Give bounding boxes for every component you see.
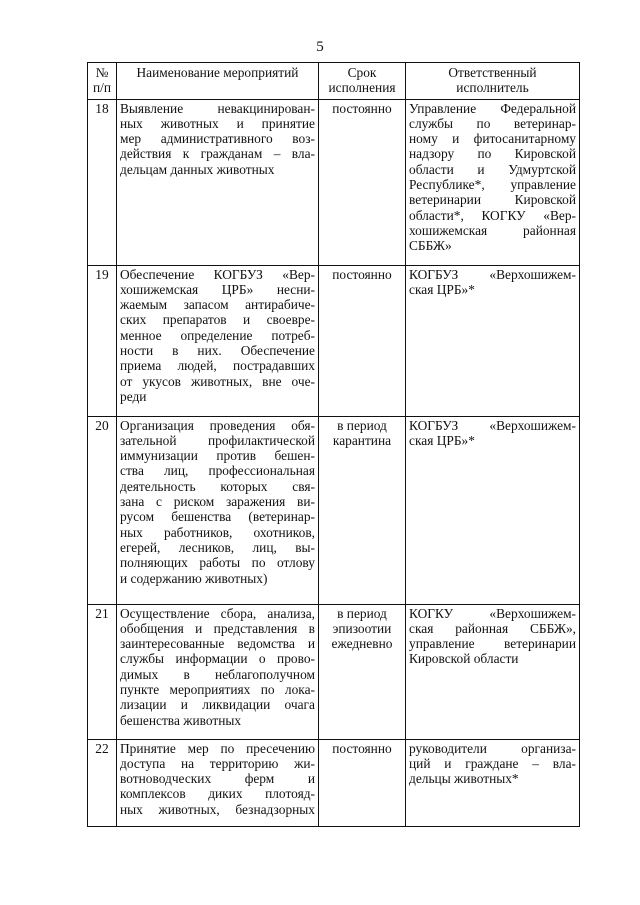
measure-term: [319, 739, 406, 826]
row-number: 21: [88, 604, 117, 739]
measure-responsible-line: Республике*, управление: [409, 177, 576, 193]
header-responsible-line: исполнитель: [456, 80, 529, 96]
measure-term-line: постоянно: [332, 266, 392, 282]
measure-responsible-line: ному и фитосанитарному: [409, 131, 576, 147]
row-number: 18: [88, 99, 117, 265]
measure-name-line: Выявление невакцинирован-: [120, 100, 315, 116]
measure-term: [319, 416, 406, 604]
measure-responsible-line: ветеринарии Кировской: [409, 192, 576, 208]
measure-name-line: Осуществление сбора, анализа,: [120, 605, 315, 621]
measure-name-line: пункте мероприятиях по лока-: [120, 682, 315, 698]
header-number-line: п/п: [92, 80, 112, 96]
measure-name-line: реди: [120, 388, 147, 404]
measure-name: [117, 604, 319, 739]
table-row: [88, 739, 580, 826]
measure-name: [117, 99, 319, 265]
measure-term: [319, 99, 406, 265]
measure-name-line: деятельность которых свя-: [120, 478, 315, 494]
header-term-line: Срок: [347, 65, 377, 80]
measure-name-line: ных работников, охотников,: [120, 524, 315, 540]
measure-responsible-line: КОГБУЗ «Верхошижем-: [409, 266, 576, 282]
header-number: [88, 63, 117, 100]
header-responsible: [406, 63, 580, 100]
measure-name-line: ных животных, безнадзорных: [120, 801, 315, 817]
measure-responsible: [406, 739, 580, 826]
measure-name-line: вотноводческих ферм и: [120, 771, 315, 787]
measure-name: [117, 265, 319, 416]
measure-responsible-line: надзору по Кировской: [409, 146, 576, 162]
header-name-label: Наименование мероприятий: [136, 65, 299, 80]
measure-responsible-line: области и Удмуртской: [409, 161, 576, 177]
measure-name-line: ских препаратов и своевре-: [120, 312, 315, 328]
measure-name-line: ности в них. Обеспечение: [120, 343, 315, 359]
measures-table: [87, 62, 580, 827]
measure-name-line: дельцам данных животных: [120, 161, 275, 177]
header-responsible-line: Ответственный: [448, 65, 537, 80]
measure-term-line: ежедневно: [331, 636, 393, 652]
row-number: 22: [88, 739, 117, 826]
measure-name-line: полняющих работы по отлову: [120, 555, 315, 571]
measure-name-line: жаемым запасом антирабиче-: [120, 297, 315, 313]
measure-name-line: службы информации о прово-: [120, 651, 315, 667]
measure-name-line: иммунизации против бешен-: [120, 448, 315, 464]
measure-term-line: в период: [337, 605, 387, 621]
measure-responsible: [406, 265, 580, 416]
measure-responsible-line: Управление Федеральной: [409, 100, 576, 116]
measure-responsible-line: хошижемская районная: [409, 222, 576, 238]
measure-term-line: постоянно: [332, 100, 392, 116]
measure-name-line: мер административного воз-: [120, 131, 315, 147]
measure-name-line: и содержанию животных): [120, 570, 268, 586]
measure-name-line: обобщения и представления в: [120, 620, 315, 636]
measure-name-line: русом бешенства (ветеринар-: [120, 509, 315, 525]
table-row: [88, 416, 580, 604]
measure-name: [117, 416, 319, 604]
measure-responsible: [406, 99, 580, 265]
measure-name-line: менное определение потреб-: [120, 327, 315, 343]
measure-responsible: [406, 604, 580, 739]
measure-name-line: бешенства животных: [120, 712, 242, 728]
table-row: [88, 604, 580, 739]
measure-name-line: димых в неблагополучном: [120, 666, 315, 682]
measure-name-line: егерей, лесников, лиц, вы-: [120, 539, 315, 555]
measure-responsible-line: ций и граждане – вла-: [409, 755, 576, 771]
measure-responsible-line: СББЖ»: [409, 238, 452, 254]
measure-responsible-line: управление ветеринарии: [409, 636, 576, 652]
measure-responsible-line: дельцы животных*: [409, 771, 519, 787]
header-term-line: исполнения: [328, 80, 396, 96]
measure-name-line: приема людей, пострадавших: [120, 358, 315, 374]
measure-name-line: доступа на территорию жи-: [120, 755, 315, 771]
measure-responsible-line: ская ЦРБ»*: [409, 281, 475, 297]
measure-responsible-line: Кировской области: [409, 651, 519, 667]
measure-responsible-line: области*, КОГКУ «Вер-: [409, 207, 576, 223]
header-name: [117, 63, 319, 100]
row-number: 20: [88, 416, 117, 604]
measure-term: [319, 265, 406, 416]
measure-name-line: хошижемская ЦРБ» несни-: [120, 281, 315, 297]
page-number: 5: [316, 39, 324, 55]
measure-term: [319, 604, 406, 739]
measure-name-line: ства лиц, профессиональная: [120, 463, 315, 479]
measure-name-line: лизации и ликвидации очага: [120, 697, 315, 713]
measure-responsible-line: КОГКУ «Верхошижем-: [409, 605, 576, 621]
measure-term-line: постоянно: [332, 740, 392, 756]
header-term: [319, 63, 406, 100]
measure-name-line: Организация проведения обя-: [120, 417, 315, 433]
measure-responsible-line: руководители организа-: [409, 740, 576, 756]
measure-responsible-line: службы по ветеринар-: [409, 115, 576, 131]
row-number: 19: [88, 265, 117, 416]
measure-name-line: Обеспечение КОГБУЗ «Вер-: [120, 266, 315, 282]
measure-name-line: комплексов диких плотояд-: [120, 786, 315, 802]
measure-name-line: действия к гражданам – вла-: [120, 146, 315, 162]
measure-name-line: ных животных и принятие: [120, 115, 315, 131]
measure-responsible-line: КОГБУЗ «Верхошижем-: [409, 417, 576, 433]
measure-responsible-line: ская районная СББЖ»,: [409, 620, 576, 636]
table-header-row: [88, 63, 580, 100]
measure-responsible-line: ская ЦРБ»*: [409, 432, 475, 448]
table-row: [88, 265, 580, 416]
measure-name-line: от укусов животных, вне оче-: [120, 373, 315, 389]
measure-name-line: зательной профилактической: [120, 432, 315, 448]
measure-name-line: зана с риском заражения ви-: [120, 494, 315, 510]
measure-term-line: карантина: [332, 432, 392, 448]
measure-term-line: в период: [337, 417, 387, 433]
measure-term-line: эпизоотии: [332, 620, 392, 636]
header-number-line: №: [95, 65, 109, 80]
measure-name-line: заинтересованные ведомства и: [120, 636, 315, 652]
measure-name: [117, 739, 319, 826]
measure-responsible: [406, 416, 580, 604]
table-row: [88, 99, 580, 265]
measure-name-line: Принятие мер по пресечению: [120, 740, 315, 756]
